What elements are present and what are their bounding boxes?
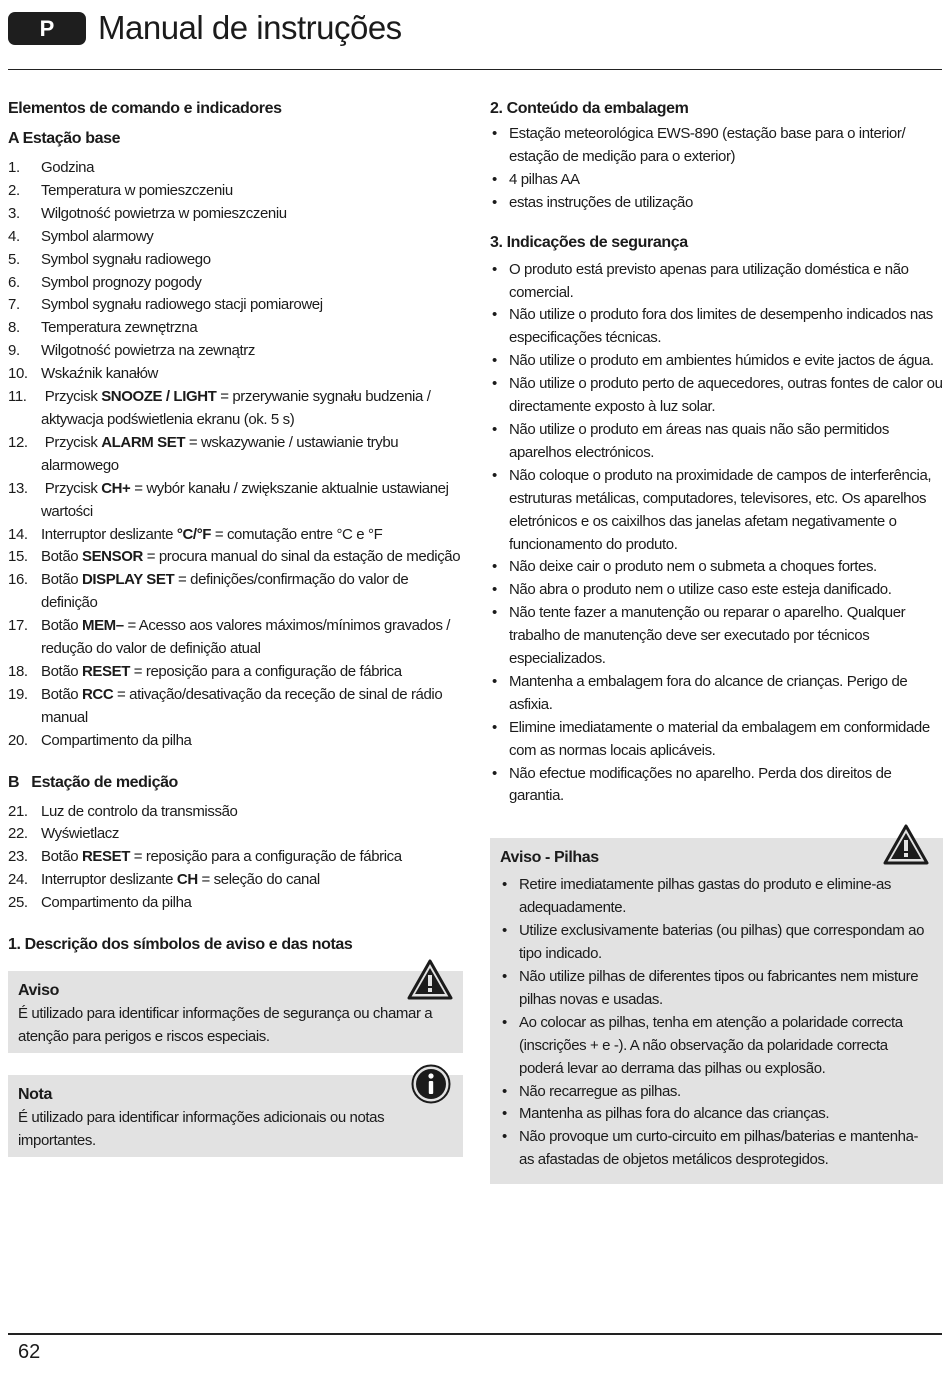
item-number: 23. [8,848,28,866]
item-text: Compartimento da pilha [41,894,192,912]
measuring-station-title: B Estação de medição [8,773,178,791]
page-title: Manual de instruções [98,9,402,46]
list-item [8,846,463,869]
item-text: Botão [41,548,82,566]
battery-warning-box [490,838,943,1184]
item-control-name: RCC [81,685,114,703]
list-item [8,317,463,340]
item-description: = ativação/desativação da receção de sinal de rádio manual [41,685,447,726]
item-text: Temperatura zewnętrzna [41,319,198,337]
right-column [490,97,943,1184]
warning-triangle-icon [407,959,453,1001]
item-number: 10. [8,365,28,383]
warning-triangle-icon [883,824,929,866]
item-text: Interruptor deslizante [41,525,177,543]
base-station-list [8,157,463,753]
list-item [8,869,463,892]
item-number: 16. [8,571,28,589]
item-number: 24. [8,871,28,889]
item-number: 17. [8,617,28,635]
item-control-name: RESET [81,848,130,866]
list-item [8,272,463,295]
battery-warning-list [500,874,933,1172]
item-number: 12. [8,433,28,451]
item-description: = reposição para a configuração de fábrica [129,662,402,680]
list-item [8,478,463,524]
list-item [8,363,463,386]
item-text: Compartimento da pilha [41,731,192,749]
item-text: Godzina [41,159,95,176]
header-divider [8,69,942,70]
nota-box [8,1075,463,1157]
list-item [8,823,463,846]
safety-section-title: 3. Indicações de segurança [490,233,688,251]
list-item [8,684,463,730]
item-control-name: CH+ [101,479,131,497]
safety-list [490,259,943,809]
item-text: Przycisk [41,433,102,451]
aviso-title: Aviso [18,982,59,1000]
list-item [8,730,463,753]
bullet-item: • Não utilize o produto fora dos limites de desempenho indicados nas especificações técnicas. [490,304,943,350]
item-control-name: CH [176,871,198,889]
item-description: = comutação entre °C e °F [211,525,383,543]
bullet-item: • Não coloque o produto na proximidade de campos de interferência, estruturas metálicas, computadores, televisores, etc. Os aparelhos eletrónicos e os caixilhos das janelas afetam negativamente o funcionamento do produto. [490,465,943,557]
list-item [8,249,463,272]
item-text: Botão [41,617,82,635]
item-number: 13. [8,479,28,497]
nota-text: É utilizado para identificar informações adicionais ou notas importantes. [18,1108,385,1149]
item-number: 14. [8,525,28,543]
item-description: = seleção do canal [197,871,320,889]
left-column [8,97,463,1157]
list-item [8,340,463,363]
item-text: Symbol sygnału radiowego stacji pomiarowej [41,296,323,314]
bullet-item: • Não efectue modificações no aparelho. Perda dos direitos de garantia. [490,763,943,809]
language-badge: P [8,12,86,45]
item-number: 8. [8,319,20,337]
item-text: Przycisk [41,388,102,406]
item-control-name: °C/°F [176,525,212,543]
list-item [8,226,463,249]
measuring-station-list [8,801,463,916]
item-text: Wilgotność powietrza w pomieszczeniu [41,204,287,222]
page-number: 62 [18,1341,41,1363]
base-station-title: A Estação base [8,130,121,147]
item-description: = procura manual do sinal da estação de medição [142,548,461,566]
list-item [8,203,463,226]
package-section-title: 2. Conteúdo da embalagem [490,100,689,117]
item-description: = reposição para a configuração de fábrica [129,848,402,866]
list-item [8,294,463,317]
item-number: 21. [8,802,28,820]
item-number: 2. [8,181,20,199]
list-item [8,801,463,824]
item-number: 18. [8,662,28,680]
list-item [8,615,463,661]
item-number: 20. [8,731,28,749]
page-header [0,0,950,72]
item-text: Interruptor deslizante [41,871,177,889]
item-text: Botão [41,662,82,680]
list-item [8,432,463,478]
battery-warning-title: Aviso - Pilhas [500,849,599,867]
bullet-item: • Mantenha as pilhas fora do alcance das crianças. [500,1103,933,1126]
item-number: 6. [8,273,20,291]
bullet-item: • Não deixe cair o produto nem o submeta a choques fortes. [490,556,943,579]
bullet-item: • Estação meteorológica EWS-890 (estação base para o interior/ estação de medição para o exterior) [490,123,943,169]
item-number: 9. [8,342,20,360]
footer-divider [8,1333,942,1335]
bullet-item: • Não tente fazer a manutenção ou reparar o aparelho. Qualquer trabalho de manutenção deve ser executado por técnicos especializados. [490,602,943,671]
bullet-item: • Mantenha a embalagem fora do alcance de crianças. Perigo de asfixia. [490,671,943,717]
item-control-name: SENSOR [81,548,143,566]
package-contents-list [490,123,943,215]
item-number: 7. [8,296,20,314]
bullet-item: • estas instruções de utilização [490,192,943,215]
item-number: 1. [8,159,20,176]
list-item [8,157,463,180]
item-text: Wyświetlacz [41,825,119,843]
bullet-item: • Não utilize o produto em ambientes húmidos e evite jactos de água. [490,350,943,373]
item-description: = definições/confirmação do valor de definição [41,571,413,612]
item-text: Symbol alarmowy [41,227,154,245]
item-control-name: ALARM SET [101,433,186,451]
nota-title: Nota [18,1085,52,1103]
item-number: 11. [8,388,27,406]
item-description: = przerywanie sygnału budzenia / aktywacja podświetlenia ekranu (ok. 5 s) [41,388,435,428]
item-description: = wskazywanie / ustawianie trybu alarmowego [41,433,403,474]
item-text: Botão [41,571,82,589]
item-text: Luz de controlo da transmissão [41,802,238,820]
bullet-item: • Ao colocar as pilhas, tenha em atenção a polaridade correcta (inscrições + e -). A não observação da polaridade correcta poderá levar ao derrama das pilhas ou explosão. [500,1012,933,1081]
item-text: Przycisk [41,479,102,497]
item-control-name: SNOOZE / LIGHT [101,388,217,406]
list-item [8,546,463,569]
bullet-item: • Utilize exclusivamente baterias (ou pilhas) que correspondam ao tipo indicado. [500,920,933,966]
item-description: = Acesso aos valores máximos/mínimos gravados / redução do valor de definição atual [41,617,454,658]
item-control-name: MEM– [81,617,124,635]
bullet-item: • O produto está previsto apenas para utilização doméstica e não comercial. [490,259,943,305]
bullet-item: • Não utilize o produto perto de aquecedores, outras fontes de calor ou directamente exposto à luz solar. [490,373,943,419]
symbols-section-title: 1. Descrição dos símbolos de aviso e das notas [8,936,353,954]
item-text: Temperatura w pomieszczeniu [41,181,233,199]
item-text: Wskaźnik kanałów [41,365,158,383]
item-text: Botão [41,685,82,703]
bullet-item: • Não abra o produto nem o utilize caso este esteja danificado. [490,579,943,602]
list-item [8,524,463,547]
bullet-item: • Elimine imediatamente o material da embalagem em conformidade com as normas locais aplicáveis. [490,717,943,763]
bullet-item: • Não utilize pilhas de diferentes tipos ou fabricantes nem misture pilhas novas e usadas. [500,966,933,1012]
bullet-item: • Não recarregue as pilhas. [500,1081,933,1104]
item-number: 25. [8,894,28,912]
list-item [8,386,463,432]
controls-section-title: Elementos de comando e indicadores [8,100,282,117]
list-item [8,892,463,915]
item-number: 19. [8,685,28,703]
item-number: 5. [8,250,20,268]
item-text: Botão [41,848,82,866]
list-item [8,180,463,203]
item-number: 3. [8,204,20,222]
item-control-name: RESET [81,662,130,680]
item-text: Symbol sygnału radiowego [41,250,211,268]
bullet-item: • Não utilize o produto em áreas nas quais não são permitidos aparelhos electrónicos. [490,419,943,465]
item-description: = wybór kanału / zwiększanie aktualnie ustawianej wartości [41,479,453,520]
item-number: 15. [8,548,28,566]
bullet-item: • 4 pilhas AA [490,169,943,192]
aviso-box [8,971,463,1053]
item-text: Wilgotność powietrza na zewnątrz [41,342,255,360]
item-number: 4. [8,227,20,245]
list-item [8,661,463,684]
bullet-item: • Não provoque um curto-circuito em pilhas/baterias e mantenha-as afastadas de objetos metálicos desprotegidos. [500,1126,933,1172]
aviso-text: É utilizado para identificar informações de segurança ou chamar a atenção para perigos e riscos especiais. [18,1005,433,1045]
info-circle-icon [411,1064,451,1104]
item-text: Symbol prognozy pogody [41,273,202,291]
item-control-name: DISPLAY SET [81,571,175,589]
list-item [8,569,463,615]
item-number: 22. [8,825,28,843]
bullet-item: • Retire imediatamente pilhas gastas do produto e elimine-as adequadamente. [500,874,933,920]
